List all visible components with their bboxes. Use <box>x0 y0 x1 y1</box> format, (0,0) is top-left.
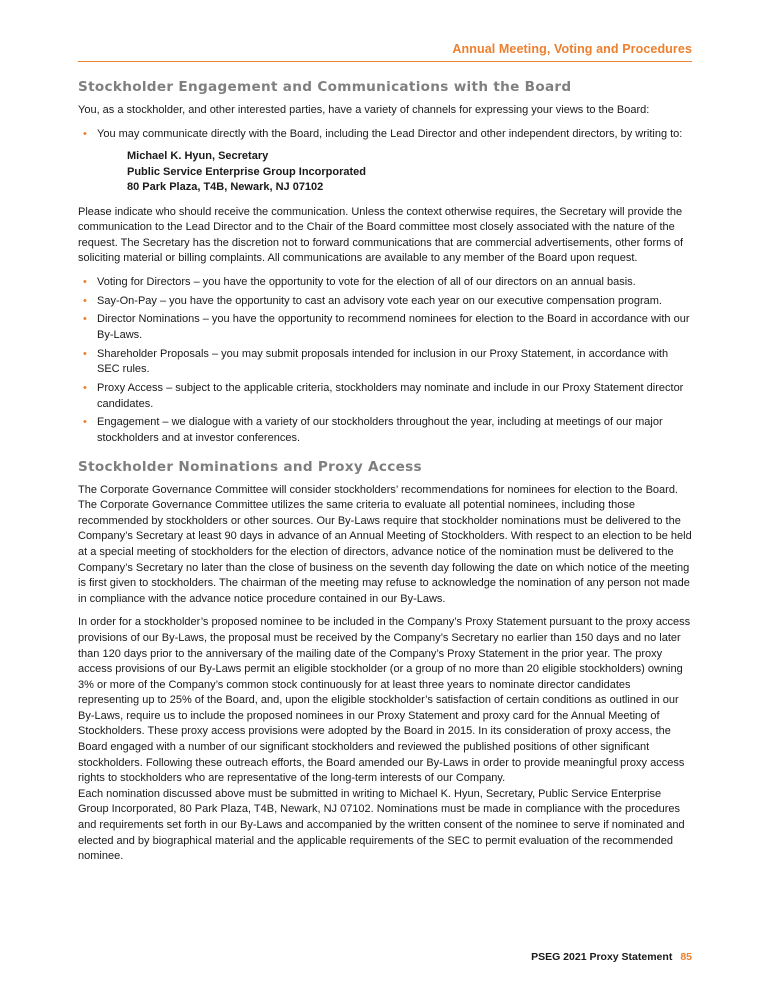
page-content <box>78 78 692 865</box>
running-header: Annual Meeting, Voting and Procedures <box>452 42 692 56</box>
nominations-paragraph-1: The Corporate Governance Committee will consider stockholders’ recommendations for nominees for election to the Board. The Corporate Governance Committee utilizes the same criteria to evaluate all potential nominees, including those recommended by stockholders or other sources. Our By-Laws require that stockholder nominations must be delivered to the Company’s Secretary at least 90 days in advance of an Annual Meeting of Stockholders. With respect to an election to be held at a special meeting of stockholders for the election of directors, advance notice of the nomination must be delivered to the Company’s Secretary no later than the close of business on the seventh day following the date on which notice of the meeting is first given to stockholders. The chairman of the meeting may refuse to acknowledge the nomination of any person not made in compliance with the advance notice procedure contained in our By-Laws. <box>78 483 692 605</box>
communication-instructions: Please indicate who should receive the communication. Unless the context otherwise requires, the Secretary will provide the communication to the Lead Director and to the Chair of the Board committee most closely associated with the nature of the request. The Secretary has the discretion not to forward communications that are commercial advertisements, other forms of soliciting material or billing complaints. All communications are available to any member of the Board upon request. <box>78 205 684 265</box>
bullet-icon: • <box>83 313 87 326</box>
nominations-section <box>78 458 692 865</box>
bullet-icon: • <box>83 382 87 394</box>
list-item <box>78 275 692 291</box>
publication-title: PSEG 2021 Proxy Statement <box>531 951 673 963</box>
bullet-text: You may communicate directly with the Board, including the Lead Director and other independent directors, by writing to: <box>97 127 683 140</box>
address-line: Public Service Enterprise Group Incorporated <box>127 165 367 178</box>
bullet-icon: • <box>83 294 87 307</box>
address-line: Michael K. Hyun, Secretary <box>127 150 269 163</box>
engagement-section <box>78 78 692 446</box>
bullet-text: Say-On-Pay – you have the opportunity to cast an advisory vote each year on our executive compensation program. <box>97 294 662 307</box>
bullet-icon: • <box>83 347 87 360</box>
bullet-text: Director Nominations – you have the opportunity to recommend nominees for election to the Board in accordance with our By-Laws. <box>97 313 690 342</box>
write-bullet-list <box>78 127 692 143</box>
nominations-paragraph-2: In order for a stockholder’s proposed nominee to be included in the Company’s Proxy Statement pursuant to the proxy access provisions of our By-Laws, the proposal must be received by the Company’s Secretary no earlier than 150 days and no later than 120 days prior to the anniversary of the mailing date of the Company’s Proxy Statement in the prior year. The proxy access provisions of our By-Laws permit an eligible stockholder (or a group of no more than 20 eligible stockholders) owning 3% or more of the Company’s common stock continuously for at least three years to nominate director candidates representing up to 25% of the Board, and, upon the eligible stockholder’s satisfaction of certain conditions as outlined in our By-Laws, require us to include the proposed nominees in our Proxy Statement and proxy card for the Annual Meeting of Stockholders. These proxy access provisions were adopted by the Board in 2015. In its consideration of proxy access, the Board engaged with a number of our significant stockholders and reviewed the published positions of other significant stockholders. Following these outreach efforts, the Board amended our By-Laws in order to provide meaningful proxy access rights to stockholders who are representative of the long-term interests of our Company. <box>78 616 691 785</box>
bullet-text: Voting for Directors – you have the opportunity to vote for the election of all of our directors on an annual basis. <box>97 276 636 289</box>
bullet-text: Proxy Access – subject to the applicable criteria, stockholders may nominate and include in our Proxy Statement director candidates. <box>97 382 684 410</box>
address-line: 80 Park Plaza, T4B, Newark, NJ 07102 <box>127 181 324 194</box>
secretary-address <box>127 149 692 196</box>
header-rule <box>78 61 692 62</box>
list-item <box>78 127 692 143</box>
engagement-intro: You, as a stockholder, and other interested parties, have a variety of channels for expressing your views to the Board: <box>78 104 650 116</box>
page-footer <box>531 951 692 963</box>
list-item <box>78 294 692 310</box>
list-item <box>78 312 692 343</box>
bullet-text: Engagement – we dialogue with a variety of our stockholders throughout the year, including at meetings of our major stockholders and at investor conferences. <box>97 416 663 444</box>
list-item <box>78 347 692 378</box>
bullet-icon: • <box>83 416 87 429</box>
engagement-channels-list <box>78 275 692 446</box>
bullet-text: Shareholder Proposals – you may submit proposals intended for inclusion in our Proxy Statement, in accordance with SEC rules. <box>97 347 669 376</box>
engagement-heading: Stockholder Engagement and Communications with the Board <box>78 79 572 95</box>
list-item <box>78 381 692 412</box>
page-number: 85 <box>680 951 692 963</box>
bullet-icon: • <box>83 127 87 140</box>
nominations-heading: Stockholder Nominations and Proxy Access <box>78 458 422 475</box>
list-item <box>78 415 692 446</box>
nominations-paragraph-3: Each nomination discussed above must be submitted in writing to Michael K. Hyun, Secretary, Public Service Enterprise Group Incorporated, 80 Park Plaza, T4B, Newark, NJ 07102. Nominations must be made in compliance with the procedures and requirements set forth in our By-Laws and accompanied by the written consent of the nominee to serve if nominated and elected and by biographical material and the applicable requirements of the SEC to permit evaluation of the recommended nominee. <box>78 787 685 863</box>
bullet-icon: • <box>83 276 87 289</box>
